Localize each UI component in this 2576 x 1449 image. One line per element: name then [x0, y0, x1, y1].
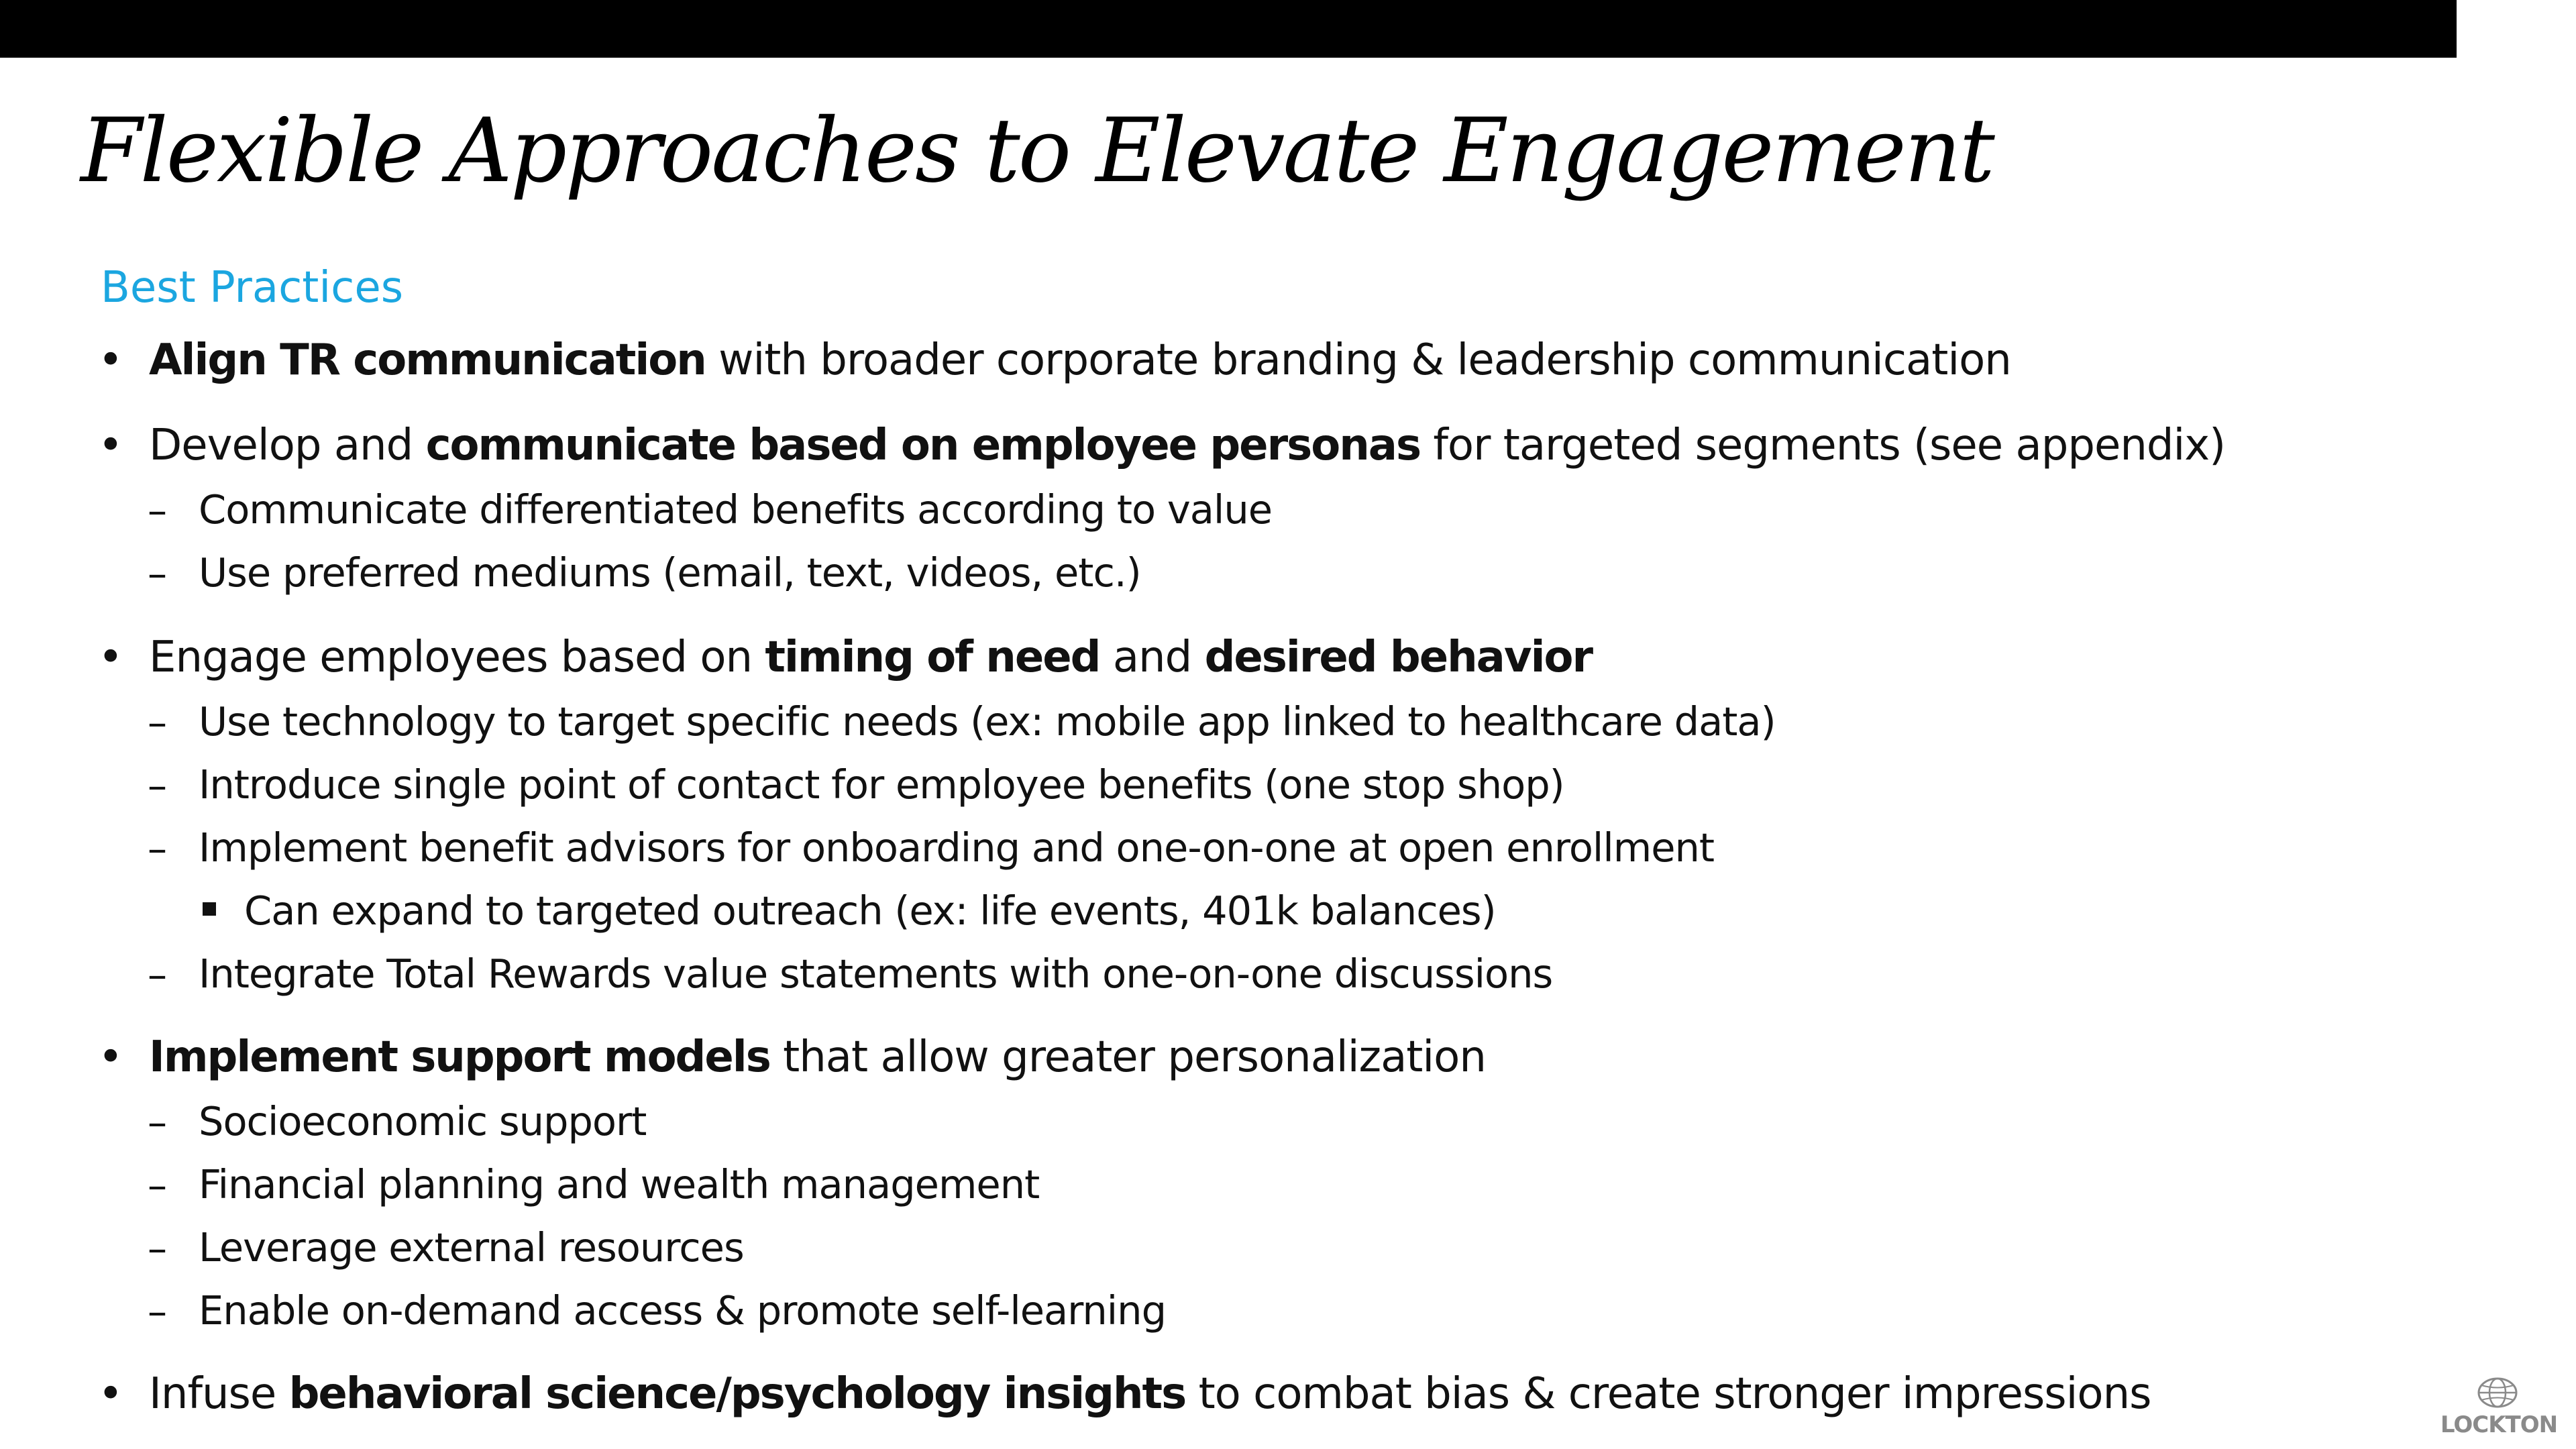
bullet-item: [149, 335, 2011, 385]
sub-bullet-item: Implement benefit advisors for onboarding and one-on-one at open enrollment: [199, 824, 1715, 871]
bullet-marker: •: [98, 421, 123, 470]
sub-bullet-item: Use preferred mediums (email, text, videos, etc.): [199, 549, 1141, 596]
bullet-text: Develop and: [149, 421, 426, 470]
sub-bullet-marker: –: [148, 488, 167, 533]
bullet-bold-text: Align TR communication: [149, 335, 706, 385]
sub-bullet-item: Integrate Total Rewards value statements with one-on-one discussions: [199, 951, 1553, 997]
bullet-bold-text: communicate based on employee personas: [425, 421, 1421, 470]
bullet-text: to combat bias & create stronger impressions: [1185, 1369, 2151, 1419]
sub-bullet-marker: –: [148, 700, 167, 745]
sub-bullet-marker: –: [148, 1226, 167, 1271]
square-bullet-icon: [203, 902, 216, 916]
bullet-marker: •: [98, 633, 123, 682]
section-label: Best Practices: [101, 263, 404, 313]
bullet-text: that allow greater personalization: [769, 1032, 1486, 1082]
sub-bullet-marker: –: [148, 763, 167, 808]
sub-bullet-item: Enable on-demand access & promote self-learning: [199, 1287, 1167, 1334]
sub-bullet-item: Socioeconomic support: [199, 1098, 647, 1144]
sub-bullet-item: Introduce single point of contact for employee benefits (one stop shop): [199, 761, 1564, 808]
sub-bullet-marker: –: [148, 1099, 167, 1145]
globe-icon: [2477, 1377, 2518, 1409]
sub-bullet-marker: –: [148, 1163, 167, 1208]
bullet-marker: •: [98, 1032, 123, 1082]
bullet-bold-text: timing of need: [765, 633, 1100, 682]
bullet-item: [149, 421, 2226, 470]
sub-bullet-marker: –: [148, 551, 167, 596]
bullet-bold-text: desired behavior: [1204, 633, 1593, 682]
bullet-marker: •: [98, 335, 123, 385]
bullet-text: for targeted segments (see appendix): [1420, 421, 2226, 470]
bullet-text: with broader corporate branding & leadership communication: [705, 335, 2011, 385]
bullet-text: Infuse: [149, 1369, 289, 1419]
bullet-item: [149, 1369, 2151, 1419]
sub-sub-bullet-item: Can expand to targeted outreach (ex: life events, 401k balances): [244, 888, 1496, 934]
bullet-text: and: [1099, 633, 1205, 682]
sub-bullet-marker: –: [148, 826, 167, 871]
bullet-bold-text: behavioral science/psychology insights: [288, 1369, 1186, 1419]
bullet-marker: •: [98, 1369, 123, 1419]
sub-bullet-item: Leverage external resources: [199, 1224, 744, 1271]
sub-bullet-marker: –: [148, 952, 167, 998]
sub-bullet-item: Communicate differentiated benefits according to value: [199, 486, 1273, 533]
bullet-bold-text: Implement support models: [149, 1032, 770, 1082]
bullet-text: Engage employees based on: [149, 633, 765, 682]
bullet-item: [149, 633, 1593, 682]
lockton-logo: [2438, 1377, 2560, 1444]
slide-title: Flexible Approaches to Elevate Engagement: [80, 99, 1993, 203]
sub-bullet-item: Financial planning and wealth management: [199, 1161, 1040, 1208]
sub-bullet-marker: –: [148, 1289, 167, 1334]
bullet-item: [149, 1032, 1486, 1082]
sub-bullet-item: Use technology to target specific needs (ex: mobile app linked to healthcare data): [199, 698, 1776, 745]
logo-text: LOCKTON: [2440, 1411, 2558, 1438]
